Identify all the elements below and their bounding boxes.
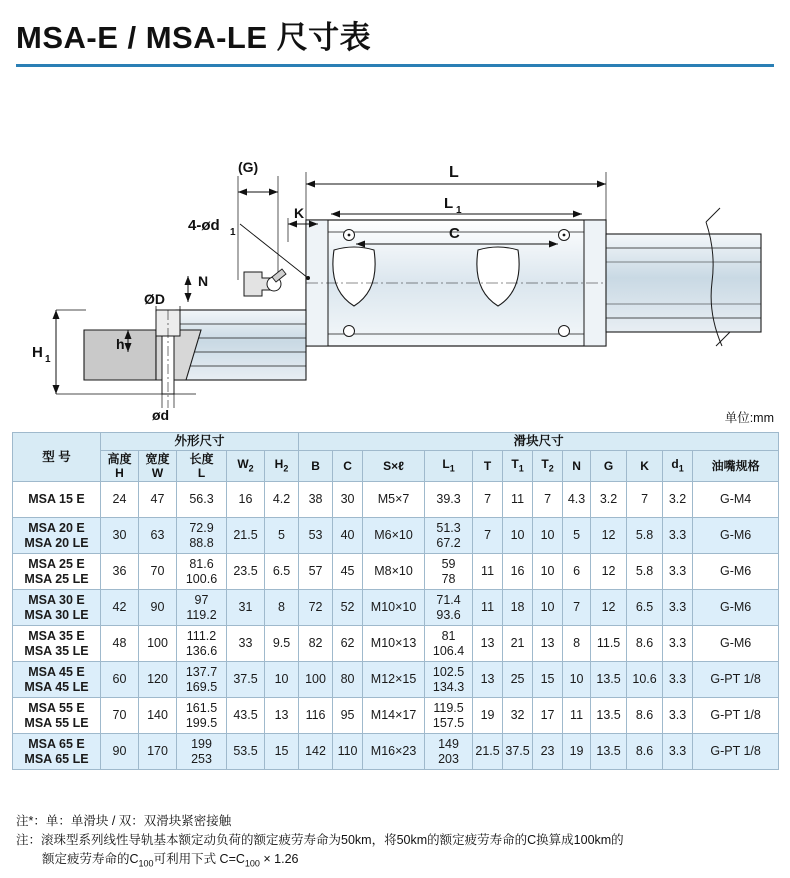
cell-width: 140 xyxy=(139,698,177,734)
table-row xyxy=(13,626,779,662)
cell-nozzle: G-M6 xyxy=(693,518,779,554)
cell-w2: 31 xyxy=(227,590,265,626)
cell-k: 10.6 xyxy=(627,662,663,698)
cell-model: MSA 20 E MSA 20 LE xyxy=(13,518,101,554)
cell-nozzle: G-M6 xyxy=(693,554,779,590)
cell-b: 72 xyxy=(299,590,333,626)
cell-h2: 8 xyxy=(265,590,299,626)
cell-t2: 10 xyxy=(533,554,563,590)
drawing-svg xyxy=(16,72,774,423)
cell-model: MSA 15 E xyxy=(13,482,101,518)
cell-w2: 53.5 xyxy=(227,734,265,770)
cell-height: 70 xyxy=(101,698,139,734)
dimension-table-wrapper xyxy=(12,432,778,770)
col-header-sxl: S×ℓ xyxy=(363,450,425,481)
cell-b: 38 xyxy=(299,482,333,518)
cell-length: 56.3 xyxy=(177,482,227,518)
page-title: MSA-E / MSA-LE 尺寸表 xyxy=(16,20,372,55)
col-header-c: C xyxy=(333,450,363,481)
table-row xyxy=(13,662,779,698)
cell-w2: 21.5 xyxy=(227,518,265,554)
table-head xyxy=(13,433,779,482)
cell-height: 24 xyxy=(101,482,139,518)
footnote-1: 注*：单：单滑块 / 双：双滑块紧密接触 xyxy=(16,814,232,828)
cell-length: 199 253 xyxy=(177,734,227,770)
cell-b: 142 xyxy=(299,734,333,770)
cell-h2: 9.5 xyxy=(265,626,299,662)
cell-height: 48 xyxy=(101,626,139,662)
table-group-header-row xyxy=(13,433,779,451)
cell-n: 5 xyxy=(563,518,591,554)
cell-k: 5.8 xyxy=(627,518,663,554)
svg-text:K: K xyxy=(294,205,305,221)
col-header-length: 长度 L xyxy=(177,450,227,481)
cell-model: MSA 30 E MSA 30 LE xyxy=(13,590,101,626)
cell-k: 5.8 xyxy=(627,554,663,590)
svg-text:L: L xyxy=(444,195,454,212)
col-header-d1: $d_1$ xyxy=(663,450,693,481)
table-column-header-row xyxy=(13,450,779,481)
cell-h2: 15 xyxy=(265,734,299,770)
cell-t1: 10 xyxy=(503,518,533,554)
cell-c: 110 xyxy=(333,734,363,770)
cell-t: 19 xyxy=(473,698,503,734)
svg-text:L: L xyxy=(449,164,459,181)
cell-model: MSA 65 E MSA 65 LE xyxy=(13,734,101,770)
cell-t: 7 xyxy=(473,482,503,518)
cell-nozzle: G-PT 1/8 xyxy=(693,734,779,770)
svg-text:1: 1 xyxy=(45,354,51,365)
footnotes xyxy=(16,812,774,871)
cell-b: 82 xyxy=(299,626,333,662)
cell-n: 19 xyxy=(563,734,591,770)
cell-t1: 18 xyxy=(503,590,533,626)
cell-w2: 23.5 xyxy=(227,554,265,590)
cell-length: 137.7 169.5 xyxy=(177,662,227,698)
cell-k: 8.6 xyxy=(627,626,663,662)
cell-k: 7 xyxy=(627,482,663,518)
col-header-nozzle: 油嘴规格 xyxy=(693,450,779,481)
cell-b: 53 xyxy=(299,518,333,554)
cell-width: 63 xyxy=(139,518,177,554)
cell-t2: 10 xyxy=(533,518,563,554)
col-header-b: B xyxy=(299,450,333,481)
footnote-2: 注：滚珠型系列线性导轨基本额定动负荷的额定疲劳寿命为50km，将50km的额定疲劳寿命的C换算成100km的 xyxy=(16,832,624,847)
cell-model: MSA 35 E MSA 35 LE xyxy=(13,626,101,662)
cell-d1: 3.3 xyxy=(663,734,693,770)
cell-t1: 21 xyxy=(503,626,533,662)
cell-l1: 51.3 67.2 xyxy=(425,518,473,554)
cell-length: 81.6 100.6 xyxy=(177,554,227,590)
col-header-t1: $T_1$ xyxy=(503,450,533,481)
cell-b: 116 xyxy=(299,698,333,734)
table-row xyxy=(13,590,779,626)
cell-model: MSA 55 E MSA 55 LE xyxy=(13,698,101,734)
cell-t1: 37.5 xyxy=(503,734,533,770)
cell-b: 100 xyxy=(299,662,333,698)
cell-n: 11 xyxy=(563,698,591,734)
cell-h2: 5 xyxy=(265,518,299,554)
header-model: 型 号 xyxy=(13,433,101,482)
cell-length: 97 119.2 xyxy=(177,590,227,626)
cell-l1: 81 106.4 xyxy=(425,626,473,662)
cell-c: 45 xyxy=(333,554,363,590)
cell-t: 7 xyxy=(473,518,503,554)
cell-nozzle: G-M4 xyxy=(693,482,779,518)
cell-width: 170 xyxy=(139,734,177,770)
cell-w2: 43.5 xyxy=(227,698,265,734)
cell-k: 8.6 xyxy=(627,734,663,770)
cell-nozzle: G-PT 1/8 xyxy=(693,662,779,698)
cell-t1: 32 xyxy=(503,698,533,734)
cell-d1: 3.3 xyxy=(663,698,693,734)
unit-note: 单位:mm xyxy=(724,411,774,425)
table-row xyxy=(13,554,779,590)
cell-t1: 25 xyxy=(503,662,533,698)
table-body xyxy=(13,482,779,770)
cell-g: 13.5 xyxy=(591,662,627,698)
cell-t2: 17 xyxy=(533,698,563,734)
table-row xyxy=(13,734,779,770)
cell-sxl: M14×17 xyxy=(363,698,425,734)
table-row xyxy=(13,482,779,518)
cell-c: 80 xyxy=(333,662,363,698)
col-header-t2: $T_2$ xyxy=(533,450,563,481)
col-header-g: G xyxy=(591,450,627,481)
cell-height: 60 xyxy=(101,662,139,698)
cell-w2: 16 xyxy=(227,482,265,518)
cell-n: 8 xyxy=(563,626,591,662)
cell-w2: 37.5 xyxy=(227,662,265,698)
cell-length: 72.9 88.8 xyxy=(177,518,227,554)
table-row xyxy=(13,698,779,734)
cell-c: 95 xyxy=(333,698,363,734)
cell-h2: 6.5 xyxy=(265,554,299,590)
svg-text:4-ød: 4-ød xyxy=(188,217,220,234)
cell-model: MSA 25 E MSA 25 LE xyxy=(13,554,101,590)
cell-length: 111.2 136.6 xyxy=(177,626,227,662)
cell-height: 30 xyxy=(101,518,139,554)
cell-l1: 149 203 xyxy=(425,734,473,770)
cell-width: 70 xyxy=(139,554,177,590)
cell-t: 13 xyxy=(473,662,503,698)
cell-t1: 16 xyxy=(503,554,533,590)
footnote-3: 额定疲劳寿命的$C_{100}$可利用下式 $C=C_{100} \times 1.26$ xyxy=(42,851,299,868)
svg-text:1: 1 xyxy=(230,227,236,238)
col-header-n: N xyxy=(563,450,591,481)
cell-d1: 3.2 xyxy=(663,482,693,518)
cell-d1: 3.3 xyxy=(663,554,693,590)
cell-t2: 10 xyxy=(533,590,563,626)
technical-drawing xyxy=(16,72,774,423)
cell-d1: 3.3 xyxy=(663,590,693,626)
col-header-t: T xyxy=(473,450,503,481)
dimension-table xyxy=(12,432,779,770)
cell-t2: 13 xyxy=(533,626,563,662)
cell-t1: 11 xyxy=(503,482,533,518)
cell-k: 6.5 xyxy=(627,590,663,626)
svg-text:ØD: ØD xyxy=(144,291,165,307)
cell-t: 21.5 xyxy=(473,734,503,770)
cell-w2: 33 xyxy=(227,626,265,662)
cell-nozzle: G-M6 xyxy=(693,626,779,662)
cell-t: 11 xyxy=(473,554,503,590)
cell-d1: 3.3 xyxy=(663,518,693,554)
svg-text:h: h xyxy=(116,336,125,352)
cell-c: 62 xyxy=(333,626,363,662)
cell-sxl: M10×13 xyxy=(363,626,425,662)
cell-height: 90 xyxy=(101,734,139,770)
col-header-height: 高度 H xyxy=(101,450,139,481)
cell-g: 12 xyxy=(591,590,627,626)
cell-nozzle: G-PT 1/8 xyxy=(693,698,779,734)
cell-t2: 15 xyxy=(533,662,563,698)
cell-n: 7 xyxy=(563,590,591,626)
cell-k: 8.6 xyxy=(627,698,663,734)
cell-c: 52 xyxy=(333,590,363,626)
cell-g: 12 xyxy=(591,554,627,590)
cell-sxl: M6×10 xyxy=(363,518,425,554)
cell-t2: 7 xyxy=(533,482,563,518)
cell-t2: 23 xyxy=(533,734,563,770)
col-header-h2: $H_2$ xyxy=(265,450,299,481)
cell-width: 100 xyxy=(139,626,177,662)
cell-g: 11.5 xyxy=(591,626,627,662)
svg-text:1: 1 xyxy=(456,205,462,216)
cell-height: 36 xyxy=(101,554,139,590)
cell-n: 6 xyxy=(563,554,591,590)
col-header-l1: $L_1$ xyxy=(425,450,473,481)
cell-d1: 3.3 xyxy=(663,662,693,698)
header-outline-dims: 外形尺寸 xyxy=(101,433,299,451)
cell-h2: 13 xyxy=(265,698,299,734)
cell-width: 120 xyxy=(139,662,177,698)
cell-g: 13.5 xyxy=(591,698,627,734)
cell-g: 13.5 xyxy=(591,734,627,770)
svg-text:N: N xyxy=(198,273,209,289)
svg-text:(G): (G) xyxy=(238,159,259,175)
cell-d1: 3.3 xyxy=(663,626,693,662)
cell-n: 10 xyxy=(563,662,591,698)
cell-h2: 4.2 xyxy=(265,482,299,518)
svg-text:ød: ød xyxy=(152,407,170,423)
cell-l1: 119.5 157.5 xyxy=(425,698,473,734)
cell-c: 40 xyxy=(333,518,363,554)
table-row xyxy=(13,518,779,554)
cell-b: 57 xyxy=(299,554,333,590)
cell-t: 11 xyxy=(473,590,503,626)
cell-width: 47 xyxy=(139,482,177,518)
cell-length: 161.5 199.5 xyxy=(177,698,227,734)
cell-width: 90 xyxy=(139,590,177,626)
cell-l1: 39.3 xyxy=(425,482,473,518)
title-divider xyxy=(16,64,774,67)
svg-text:C: C xyxy=(449,225,460,242)
cell-n: 4.3 xyxy=(563,482,591,518)
cell-sxl: M5×7 xyxy=(363,482,425,518)
cell-g: 12 xyxy=(591,518,627,554)
col-header-width: 宽度 W xyxy=(139,450,177,481)
cell-g: 3.2 xyxy=(591,482,627,518)
cell-l1: 102.5 134.3 xyxy=(425,662,473,698)
cell-model: MSA 45 E MSA 45 LE xyxy=(13,662,101,698)
cell-sxl: M12×15 xyxy=(363,662,425,698)
col-header-w2: $W_2$ xyxy=(227,450,265,481)
cell-l1: 59 78 xyxy=(425,554,473,590)
header-block-dims: 滑块尺寸 xyxy=(299,433,779,451)
cell-sxl: M8×10 xyxy=(363,554,425,590)
cell-sxl: M16×23 xyxy=(363,734,425,770)
cell-height: 42 xyxy=(101,590,139,626)
cell-l1: 71.4 93.6 xyxy=(425,590,473,626)
cell-t: 13 xyxy=(473,626,503,662)
cell-h2: 10 xyxy=(265,662,299,698)
col-header-k: K xyxy=(627,450,663,481)
cell-c: 30 xyxy=(333,482,363,518)
svg-text:H: H xyxy=(32,344,43,361)
cell-nozzle: G-M6 xyxy=(693,590,779,626)
cell-sxl: M10×10 xyxy=(363,590,425,626)
